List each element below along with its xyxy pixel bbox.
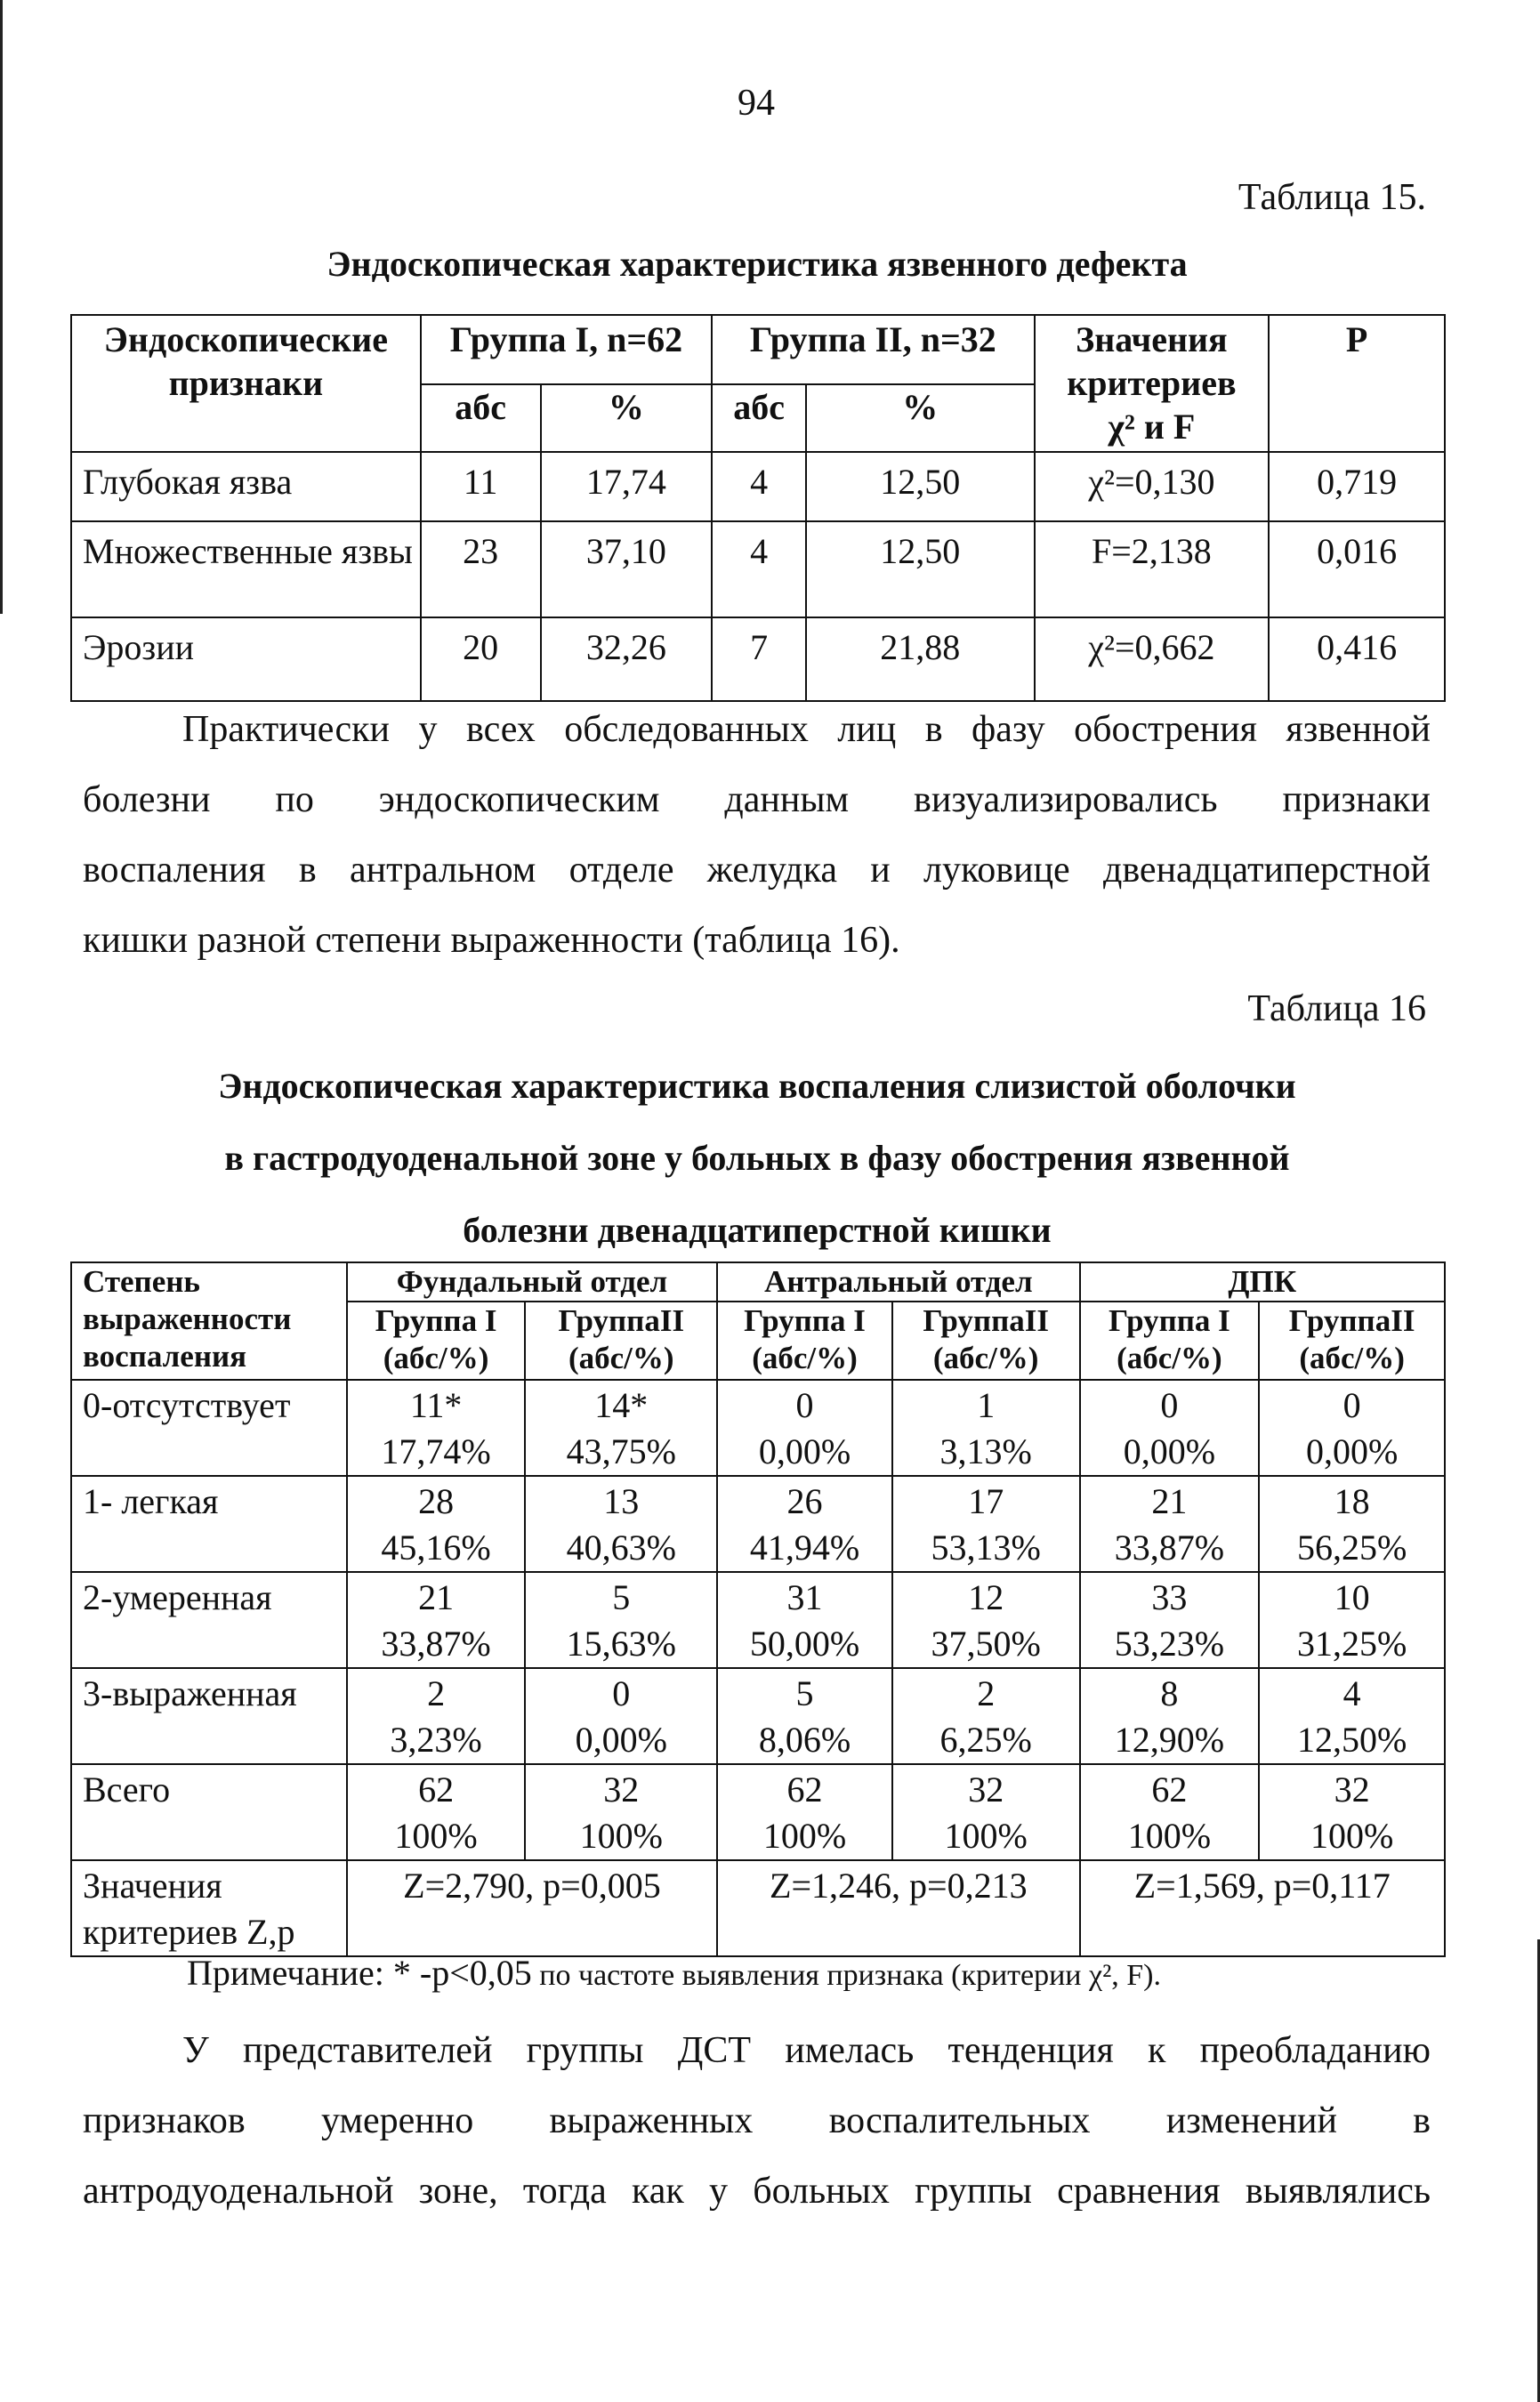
cell-abs: 32	[1334, 1769, 1370, 1810]
paragraph-line: антродуоденальной зоне, тогда как у больных группы сравнения выявлялись	[83, 2171, 1431, 2212]
table-row	[71, 617, 1445, 701]
table-cell	[717, 1764, 892, 1860]
criteria-antral: Z=1,246, p=0,213	[717, 1860, 1079, 1956]
cell-pct: 100%	[762, 1816, 847, 1856]
note-detail: по частоте выявления признака (критерии χ², F).	[531, 1959, 1162, 1992]
cell-criterion: χ²=0,130	[1035, 452, 1270, 521]
row-label: 2-умеренная	[71, 1572, 347, 1668]
t15-header-g1-pct: %	[541, 384, 713, 452]
paragraph-line: воспаления в антральном отделе желудка и луковице двенадцатиперстной	[83, 850, 1431, 891]
table-cell	[717, 1572, 892, 1668]
criteria-label: Значения критериев Z,p	[71, 1860, 347, 1956]
cell-pct: 0,00%	[1305, 1431, 1399, 1471]
table-cell	[525, 1476, 717, 1572]
cell-criterion: F=2,138	[1035, 521, 1270, 617]
table16-caption: Таблица 16	[1247, 988, 1426, 1029]
cell-abs: 5	[612, 1577, 631, 1617]
table-cell	[1259, 1380, 1445, 1476]
cell-g2-pct: 12,50	[806, 521, 1034, 617]
paragraph-line: кишки разной степени выраженности (таблица 16).	[83, 920, 900, 961]
cell-abs: 18	[1334, 1481, 1370, 1521]
cell-abs: 31	[786, 1577, 823, 1617]
cell-pct: 45,16%	[381, 1527, 491, 1568]
table-cell	[892, 1668, 1080, 1764]
t15-header-group1: Группа I, n=62	[421, 315, 712, 384]
cell-pct: 53,13%	[931, 1527, 1041, 1568]
table-cell	[347, 1764, 526, 1860]
cell-pct: 6,25%	[939, 1720, 1032, 1760]
cell-g2-abs: 4	[712, 521, 806, 617]
cell-pct: 100%	[579, 1816, 663, 1856]
paragraph-2	[83, 2016, 1431, 2227]
cell-abs: 4	[1342, 1673, 1361, 1713]
cell-abs: 2	[977, 1673, 996, 1713]
t16-header-group2: ГруппаII (абс/%)	[1259, 1302, 1445, 1380]
cell-g1-abs: 23	[421, 521, 541, 617]
cell-pct: 37,50%	[931, 1624, 1041, 1664]
t15-header-p: Р	[1269, 315, 1445, 452]
cell-abs: 32	[968, 1769, 1004, 1810]
cell-p: 0,416	[1269, 617, 1445, 701]
table-cell	[1259, 1668, 1445, 1764]
cell-criterion: χ²=0,662	[1035, 617, 1270, 701]
cell-abs: 0	[1342, 1385, 1361, 1425]
table15	[70, 314, 1446, 702]
cell-pct: 8,06%	[758, 1720, 851, 1760]
table-cell	[525, 1764, 717, 1860]
cell-abs: 10	[1334, 1577, 1370, 1617]
cell-abs: 62	[1151, 1769, 1188, 1810]
table15-caption: Таблица 15.	[1238, 177, 1426, 218]
table16-title-line: Эндоскопическая характеристика воспаления слизистой оболочки	[218, 1066, 1296, 1106]
cell-pct: 50,00%	[749, 1624, 860, 1664]
row-label: Глубокая язва	[71, 452, 421, 521]
paragraph-line: У представителей группы ДСТ имелась тенденция к преобладанию	[182, 2030, 1431, 2071]
cell-abs: 21	[418, 1577, 455, 1617]
table-cell	[1259, 1764, 1445, 1860]
cell-abs: 14*	[594, 1385, 649, 1425]
table-cell	[525, 1572, 717, 1668]
table-row	[71, 1668, 1445, 1764]
row-label: 1- легкая	[71, 1476, 347, 1572]
paragraph-line: Практически у всех обследованных лиц в фазу обострения язвенной	[182, 709, 1431, 750]
table-cell	[1259, 1476, 1445, 1572]
cell-abs: 62	[786, 1769, 823, 1810]
t16-header-group1: Группа I (абс/%)	[717, 1302, 892, 1380]
cell-abs: 1	[977, 1385, 996, 1425]
cell-pct: 100%	[394, 1816, 478, 1856]
cell-abs: 32	[603, 1769, 640, 1810]
table-row	[71, 1380, 1445, 1476]
cell-abs: 28	[418, 1481, 455, 1521]
cell-pct: 100%	[1310, 1816, 1394, 1856]
t15-header-signs: Эндоскопические признаки	[71, 315, 421, 452]
table-row	[71, 1764, 1445, 1860]
t15-header-g1-abs: абс	[421, 384, 541, 452]
cell-abs: 21	[1151, 1481, 1188, 1521]
cell-pct: 3,13%	[939, 1431, 1032, 1471]
cell-g2-abs: 4	[712, 452, 806, 521]
cell-abs: 5	[795, 1673, 814, 1713]
row-label: Эрозии	[71, 617, 421, 701]
cell-pct: 3,23%	[390, 1720, 482, 1760]
t15-header-g2-pct: %	[806, 384, 1034, 452]
table-cell	[1259, 1572, 1445, 1668]
row-label: Всего	[71, 1764, 347, 1860]
cell-pct: 53,23%	[1114, 1624, 1225, 1664]
t16-header-group1: Группа I (абс/%)	[347, 1302, 526, 1380]
cell-pct: 41,94%	[749, 1527, 860, 1568]
table-row	[71, 1572, 1445, 1668]
t16-header-degree: Степень выраженности воспаления	[71, 1262, 347, 1380]
cell-abs: 11*	[409, 1385, 463, 1425]
paragraph-line: признаков умеренно выраженных воспалительных изменений в	[83, 2100, 1431, 2141]
table16-title-line: в гастродуоденальной зоне у больных в фазу обострения язвенной	[224, 1138, 1290, 1178]
cell-pct: 33,87%	[1114, 1527, 1225, 1568]
table-cell	[717, 1380, 892, 1476]
cell-pct: 56,25%	[1296, 1527, 1407, 1568]
cell-abs: 8	[1160, 1673, 1179, 1713]
table-cell	[892, 1380, 1080, 1476]
cell-g2-pct: 21,88	[806, 617, 1034, 701]
cell-abs: 0	[612, 1673, 631, 1713]
t16-header-antral: Антральный отдел	[717, 1262, 1079, 1302]
cell-p: 0,016	[1269, 521, 1445, 617]
cell-pct: 12,90%	[1114, 1720, 1225, 1760]
table-cell	[892, 1764, 1080, 1860]
cell-g1-pct: 17,74	[541, 452, 713, 521]
row-label: Множественные язвы	[71, 521, 421, 617]
t16-header-fundal: Фундальный отдел	[347, 1262, 717, 1302]
cell-pct: 15,63%	[566, 1624, 676, 1664]
cell-g2-pct: 12,50	[806, 452, 1034, 521]
table-cell	[717, 1668, 892, 1764]
table-cell	[525, 1380, 717, 1476]
table15-title: Эндоскопическая характеристика язвенного дефекта	[327, 244, 1188, 284]
table-cell	[525, 1668, 717, 1764]
table-cell	[892, 1572, 1080, 1668]
table-cell	[892, 1476, 1080, 1572]
cell-pct: 100%	[944, 1816, 1028, 1856]
t15-header-g2-abs: абс	[712, 384, 806, 452]
table-cell	[1080, 1380, 1260, 1476]
cell-abs: 12	[968, 1577, 1004, 1617]
cell-abs: 13	[603, 1481, 640, 1521]
paragraph-1	[83, 695, 1431, 976]
row-label: 0-отсутствует	[71, 1380, 347, 1476]
table-cell	[347, 1572, 526, 1668]
cell-g1-abs: 20	[421, 617, 541, 701]
cell-pct: 0,00%	[758, 1431, 851, 1471]
cell-abs: 17	[968, 1481, 1004, 1521]
row-label: 3-выраженная	[71, 1668, 347, 1764]
cell-abs: 26	[786, 1481, 823, 1521]
table-cell	[347, 1380, 526, 1476]
cell-abs: 0	[1160, 1385, 1179, 1425]
table16-title	[69, 1050, 1445, 1266]
cell-pct: 0,00%	[1123, 1431, 1216, 1471]
cell-pct: 100%	[1127, 1816, 1212, 1856]
table16-title-line: болезни двенадцатиперстной кишки	[463, 1210, 1052, 1250]
table-row	[71, 521, 1445, 617]
table-cell	[1080, 1764, 1260, 1860]
table-row	[71, 452, 1445, 521]
page-number: 94	[738, 83, 775, 124]
cell-g2-abs: 7	[712, 617, 806, 701]
cell-abs: 0	[795, 1385, 814, 1425]
table16-note	[187, 1952, 1161, 1994]
table16	[70, 1261, 1446, 1957]
cell-abs: 2	[427, 1673, 446, 1713]
table-cell	[1080, 1668, 1260, 1764]
table-cell	[347, 1668, 526, 1764]
cell-abs: 33	[1151, 1577, 1188, 1617]
table-row-criteria	[71, 1860, 1445, 1956]
table-cell	[1080, 1476, 1260, 1572]
cell-pct: 33,87%	[381, 1624, 491, 1664]
criteria-dpk: Z=1,569, p=0,117	[1080, 1860, 1445, 1956]
cell-pct: 0,00%	[575, 1720, 667, 1760]
t15-header-group2: Группа II, n=32	[712, 315, 1034, 384]
cell-pct: 31,25%	[1296, 1624, 1407, 1664]
cell-pct: 12,50%	[1296, 1720, 1407, 1760]
cell-p: 0,719	[1269, 452, 1445, 521]
t16-header-dpk: ДПК	[1080, 1262, 1445, 1302]
cell-pct: 43,75%	[566, 1431, 676, 1471]
paragraph-line: болезни по эндоскопическим данным визуализировались признаки	[83, 779, 1431, 820]
t15-header-criteria: Значения критериев χ² и F	[1035, 315, 1270, 452]
table-cell	[717, 1476, 892, 1572]
table-cell	[347, 1476, 526, 1572]
table-row	[71, 1476, 1445, 1572]
cell-g1-abs: 11	[421, 452, 541, 521]
t16-header-group2: ГруппаII (абс/%)	[892, 1302, 1080, 1380]
cell-g1-pct: 37,10	[541, 521, 713, 617]
table-cell	[1080, 1572, 1260, 1668]
t16-header-group1: Группа I (абс/%)	[1080, 1302, 1260, 1380]
cell-pct: 40,63%	[566, 1527, 676, 1568]
cell-abs: 62	[418, 1769, 455, 1810]
cell-pct: 17,74%	[381, 1431, 491, 1471]
criteria-fundal: Z=2,790, p=0,005	[347, 1860, 717, 1956]
note-main: Примечание: * -р<0,05	[187, 1953, 532, 1993]
cell-g1-pct: 32,26	[541, 617, 713, 701]
t16-header-group2: ГруппаII (абс/%)	[525, 1302, 717, 1380]
